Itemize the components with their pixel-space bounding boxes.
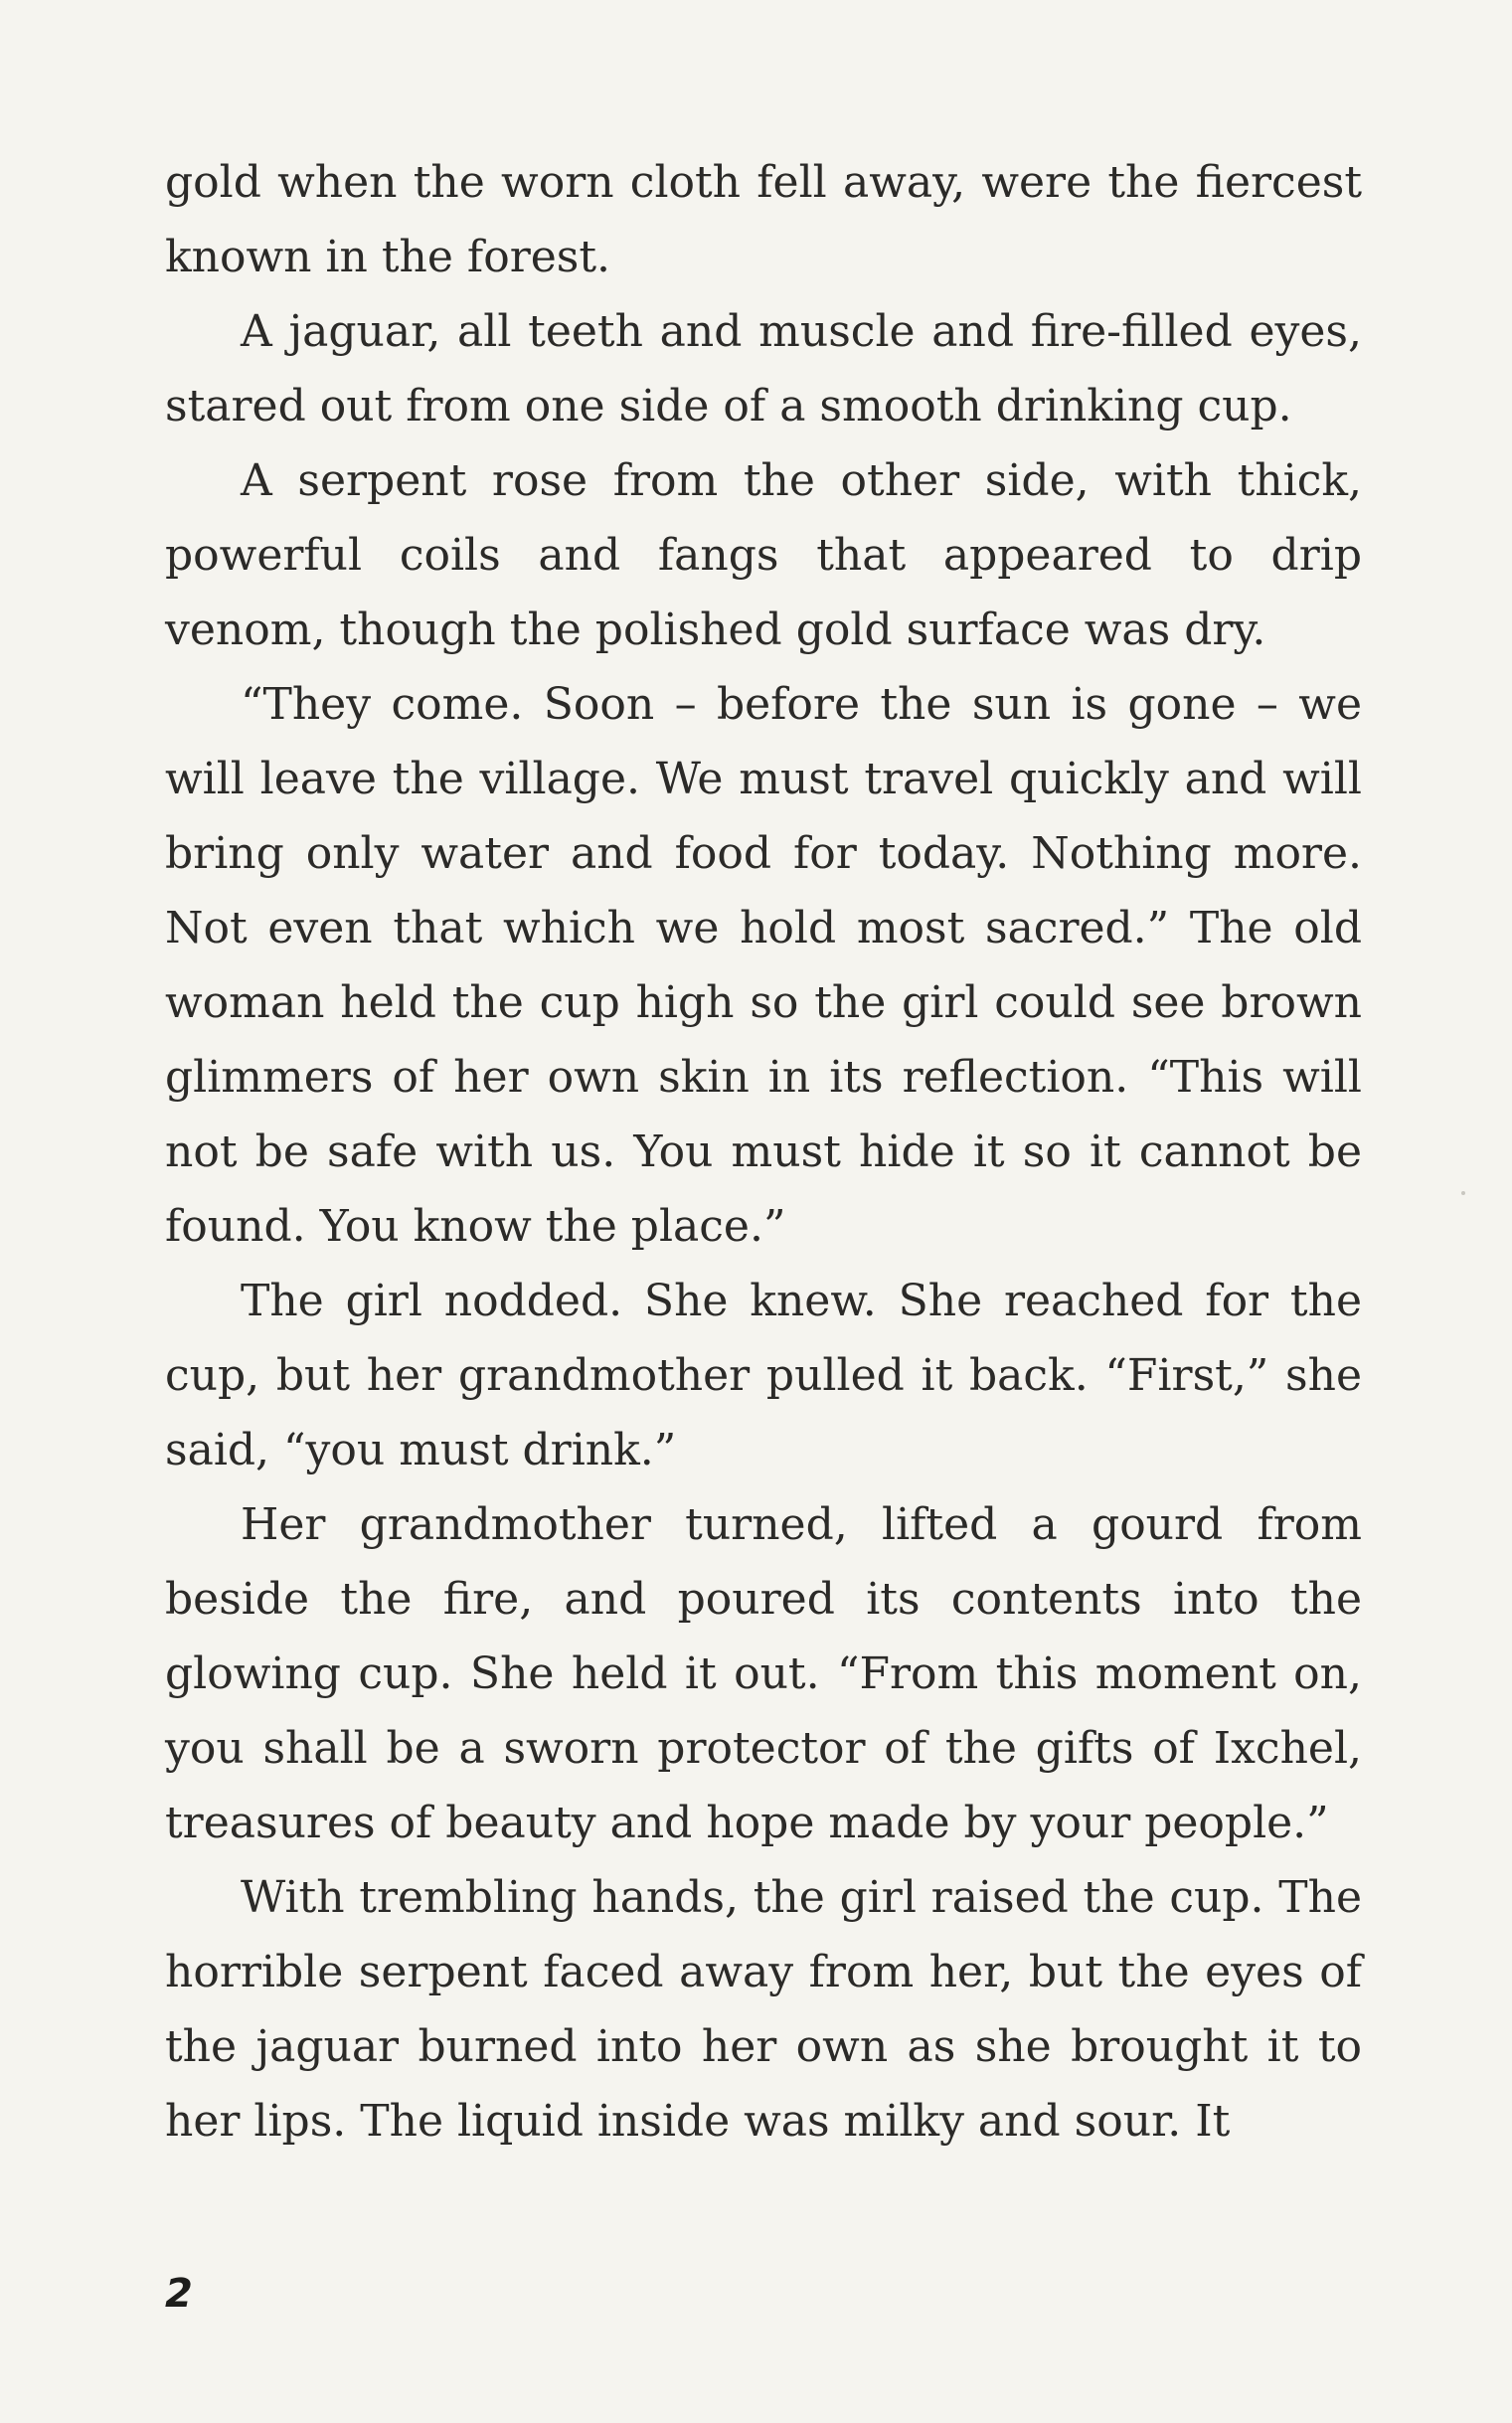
paragraph-5: The girl nodded. She knew. She reached for the cup, but her grandmother pulled it back. “First,” she said, “you must drink.” xyxy=(165,1276,1362,1475)
page-number: 2 xyxy=(165,2271,193,2317)
paragraph-6: Her grandmother turned, lifted a gourd from beside the fire, and poured its contents into the glowing cup. She held it out. “From this moment on, you shall be a sworn protector of the gifts of Ixchel, treasures of beauty and hope made by your people.” xyxy=(165,1499,1362,1848)
paragraph-1: gold when the worn cloth fell away, were the fiercest known in the forest. xyxy=(165,157,1362,282)
paragraph-2: A jaguar, all teeth and muscle and fire-filled eyes, stared out from one side of a smooth drinking cup. xyxy=(165,306,1362,432)
body-text xyxy=(165,145,1362,2159)
paragraph-7: With trembling hands, the girl raised the cup. The horrible serpent faced away from her, but the eyes of the jaguar burned into her own as she brought it to her lips. The liquid inside was milky and sour. It xyxy=(165,1872,1362,2147)
paragraph-4: “They come. Soon – before the sun is gone – we will leave the village. We must travel quickly and will bring only water and food for today. Nothing more. Not even that which we hold most sacred.” The old woman held the cup high so the girl could see brown glimmers of her own skin in its reflection. “This will not be safe with us. You must hide it so it cannot be found. You know the place.” xyxy=(165,679,1362,1252)
paragraph-3: A serpent rose from the other side, with thick, powerful coils and fangs that appeared to drip venom, though the polished gold surface was dry. xyxy=(165,455,1362,655)
paper-speck xyxy=(1461,1191,1465,1195)
